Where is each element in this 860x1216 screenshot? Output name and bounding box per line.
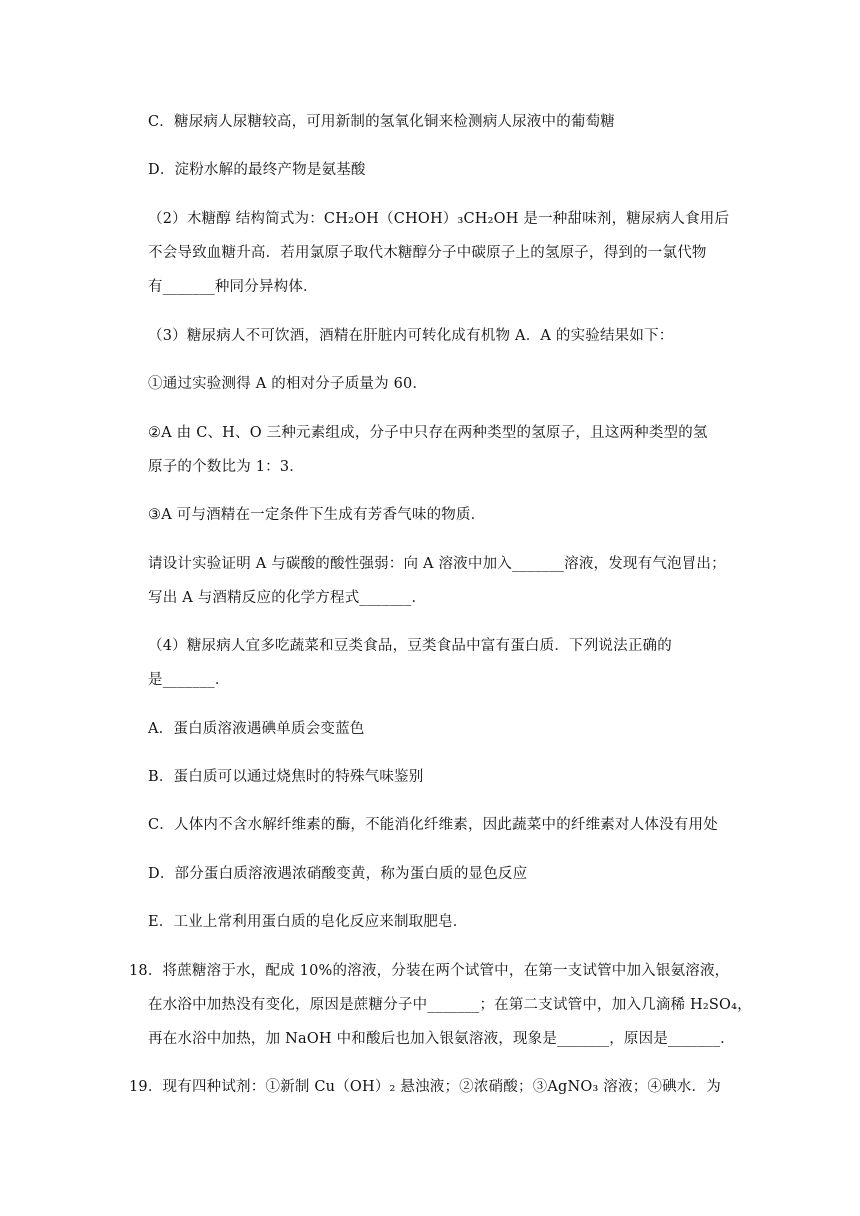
question-3-fact-2-line-2: 原子的个数比为 1：3． — [148, 459, 304, 475]
option-a-protein: A．蛋白质溶液遇碘单质会变蓝色 — [148, 721, 365, 737]
option-b-protein: B．蛋白质可以通过烧焦时的特殊气味鉴别 — [148, 769, 424, 785]
option-d-starch-hydrolysis: D．淀粉水解的最终产物是氨基酸 — [148, 162, 366, 178]
question-2-line-3: 有_______种同分异构体． — [148, 279, 318, 295]
question-4-line-2: 是_______． — [148, 672, 230, 688]
option-e-saponification: E．工业上常利用蛋白质的皂化反应来制取肥皂． — [148, 914, 468, 930]
question-3-task-line-2: 写出 A 与酒精反应的化学方程式_______． — [148, 590, 427, 606]
question-18-line-1: 18．将蔗糖溶于水，配成 10%的溶液，分装在两个试管中，在第一支试管中加入银氨溶液， — [129, 963, 730, 979]
question-3-task-line-1: 请设计实验证明 A 与碳酸的酸性强弱：向 A 溶液中加入_______溶液，发现有气泡冒出； — [148, 556, 726, 572]
question-3-fact-1: ①通过实验测得 A 的相对分子质量为 60． — [148, 376, 428, 392]
question-3-fact-3: ③A 可与酒精在一定条件下生成有芳香气味的物质． — [148, 507, 486, 523]
question-4-line-1: （4）糖尿病人宜多吃蔬菜和豆类食品，豆类食品中富有蛋白质．下列说法正确的 — [148, 638, 672, 654]
question-18-line-2: 在水浴中加热没有变化，原因是蔗糖分子中_______；在第二支试管中，加入几滴稀 H₂SO₄， — [148, 997, 752, 1013]
question-3-fact-2-line-1: ②A 由 C、H、O 三种元素组成，分子中只存在两种类型的氢原子，且这两种类型的氢 — [148, 425, 708, 441]
question-2-line-2: 不会导致血糖升高．若用氯原子取代木糖醇分子中碳原子上的氢原子，得到的一氯代物 — [148, 245, 707, 261]
option-c-glucose-test: C．糖尿病人尿糖较高，可用新制的氢氧化铜来检测病人尿液中的葡萄糖 — [148, 114, 615, 130]
option-c-cellulose: C．人体内不含水解纤维素的酶，不能消化纤维素，因此蔬菜中的纤维素对人体没有用处 — [148, 817, 718, 833]
question-18-line-3: 再在水浴中加热，加 NaOH 中和酸后也加入银氨溶液，现象是_______，原因是_______． — [148, 1031, 735, 1047]
option-d-xanthoprotein: D．部分蛋白质溶液遇浓硝酸变黄，称为蛋白质的显色反应 — [148, 866, 528, 882]
question-2-line-1: （2）木糖醇 结构简式为：CH₂OH（CHOH）₃CH₂OH 是一种甜味剂，糖尿病人食用后 — [148, 211, 730, 227]
question-19-line-1: 19．现有四种试剂：①新制 Cu（OH）₂ 悬浊液；②浓硝酸；③AgNO₃ 溶液；④碘水．为 — [129, 1079, 721, 1095]
question-3-intro: （3）糖尿病人不可饮酒，酒精在肝脏内可转化成有机物 A．A 的实验结果如下： — [148, 328, 674, 344]
